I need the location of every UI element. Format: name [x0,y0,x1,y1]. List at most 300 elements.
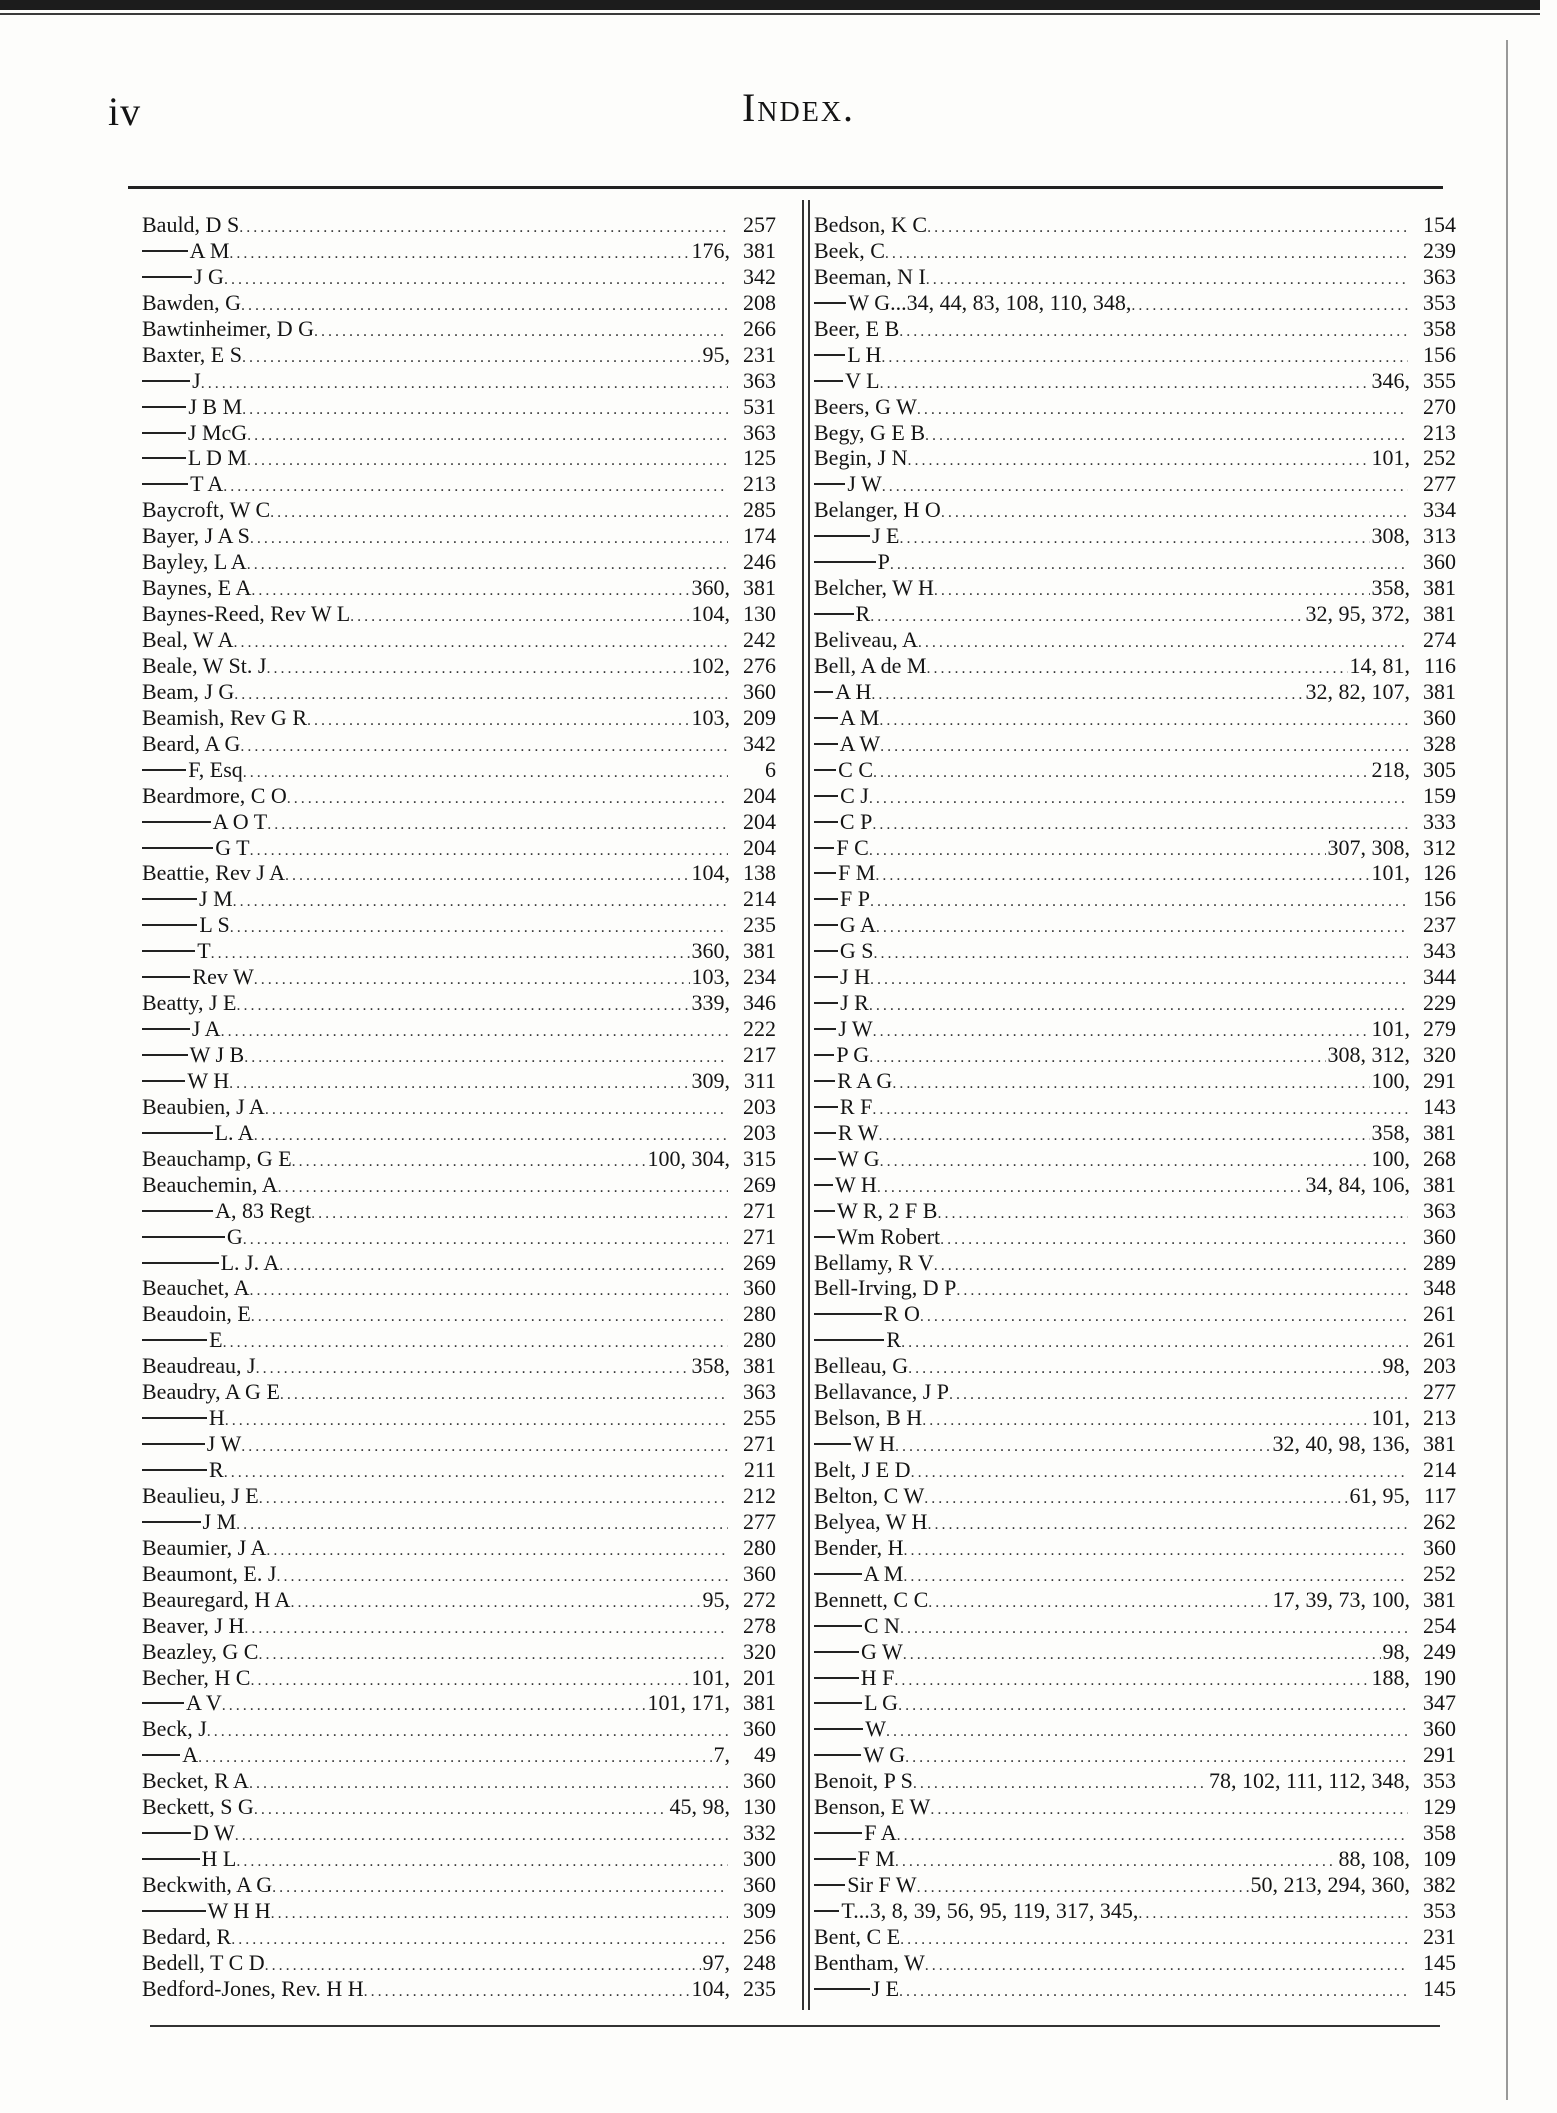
index-entry [142,1198,776,1224]
dot-leader [871,682,1303,705]
entry-name: Beam, J G [142,678,235,704]
entry-refs: 101, [1371,1405,1410,1431]
index-entry [142,523,776,549]
entry-name: Bauld, D S [142,212,240,237]
index-entry [142,1042,776,1068]
index-entry [142,938,776,964]
index-entry [142,990,776,1016]
entry-page: 213 [1423,1405,1456,1431]
entry-name: E [209,1327,223,1353]
dot-leader [869,1045,1325,1068]
index-entry [814,964,1456,990]
index-entry [814,471,1456,497]
entry-refs: 102, [691,652,730,678]
index-entry [814,705,1456,731]
continuation-dash [814,613,854,615]
entry-refs: 176, [691,237,730,263]
dot-leader [221,1019,728,1042]
index-entry [814,601,1456,627]
entry-name: Bell, A de M [814,652,927,678]
entry-page: 332 [743,1820,776,1846]
entry-name: Bentham, W [814,1949,925,1975]
entry-page: 213 [1423,419,1456,445]
dot-leader [364,1979,690,2002]
entry-refs: 95, [702,1586,730,1612]
index-entry [814,835,1456,861]
entry-name: W G...34, 44, 83, 108, 110, 348, [848,289,1132,315]
entry-page: 138 [743,860,776,886]
entry-name: A M [863,1560,904,1586]
entry-name: Wm Robert [836,1223,941,1249]
continuation-dash [814,1677,859,1679]
entry-page: 360 [743,1716,776,1742]
entry-page: 358 [1423,1820,1456,1846]
entry-name: Beatty, J E [142,990,237,1016]
continuation-dash [814,1028,836,1030]
entry-name: J E [871,523,900,549]
index-entry [814,938,1456,964]
index-entry [814,1742,1456,1768]
dot-leader [249,1771,728,1794]
entry-page: 268 [1423,1145,1456,1171]
index-entry [142,497,776,523]
index-entry [814,1275,1456,1301]
index-entry [142,601,776,627]
index-entry [814,809,1456,835]
entry-page: 363 [1423,1197,1456,1223]
index-entry [814,1950,1456,1976]
index-entry [142,1405,776,1431]
continuation-dash [814,743,838,745]
entry-name: Bedard, R [142,1923,232,1949]
entry-name: A W [839,730,881,756]
index-entry [142,1846,776,1872]
entry-page: 190 [1423,1664,1456,1690]
continuation-dash [814,1106,838,1108]
dot-leader [350,604,689,627]
index-entry [142,471,776,497]
dot-leader [908,1356,1380,1379]
entry-page: 203 [1423,1353,1456,1379]
entry-refs: 308, 312, [1327,1042,1410,1067]
continuation-dash [814,1988,870,1990]
continuation-dash [142,1832,191,1834]
entry-page: 360 [743,1275,776,1301]
entry-page: 360 [1423,704,1456,730]
entry-name: Beeman, N I [814,263,926,289]
top-border-rule-thin [0,13,1540,15]
continuation-dash [142,1028,190,1030]
entry-name: W [865,1716,886,1742]
index-entry [814,1820,1456,1846]
dot-leader [903,1642,1381,1665]
index-entry [142,238,776,264]
dot-leader [243,760,728,783]
entry-page: 204 [743,834,776,860]
entry-page: 381 [743,1353,776,1379]
entry-name: J M [199,886,233,912]
continuation-dash [142,1910,206,1912]
index-entry [814,1353,1456,1379]
entry-name: Beard, A G [142,730,241,756]
entry-page: 252 [1423,445,1456,471]
entry-page: 360 [743,1872,776,1897]
index-entry [814,1301,1456,1327]
dot-leader [267,812,728,835]
continuation-dash [142,457,186,459]
entry-page: 285 [743,497,776,523]
entry-name: J B M [188,393,243,419]
entry-page: 6 [765,756,776,782]
entry-name: Bawden, G [142,289,241,315]
entry-page: 109 [1423,1846,1456,1872]
entry-page: 208 [743,289,776,315]
entry-page: 237 [1423,912,1456,938]
entry-name: J McG [187,419,248,445]
index-entry [814,1535,1456,1561]
index-entry [814,445,1456,471]
entry-page: 272 [743,1586,776,1612]
entry-name: Beal, W A [142,627,234,652]
index-entry [814,420,1456,446]
index-entry [814,212,1456,238]
entry-page: 381 [1423,1119,1456,1145]
entry-page: 353 [1423,1768,1456,1794]
continuation-dash [814,535,870,537]
entry-page: 353 [1423,1897,1456,1923]
dot-leader [290,1590,700,1613]
index-entry [142,1716,776,1742]
index-entry [142,1794,776,1820]
index-entry [142,1068,776,1094]
column-separator [808,200,810,2010]
entry-name: Beazley, G C [142,1638,259,1664]
continuation-dash [814,1651,859,1653]
entry-name: Beaulieu, J E [142,1482,259,1508]
dot-leader [314,319,728,342]
dot-leader [873,760,1369,783]
entry-name: L H [847,341,882,367]
index-entry [814,627,1456,653]
dot-leader [894,1668,1369,1691]
index-entry [142,1172,776,1198]
entry-name: Belyea, W H [814,1508,928,1534]
entry-page: 289 [1423,1249,1456,1275]
index-entry [142,1690,776,1716]
index-entry [814,886,1456,912]
dot-leader [287,786,728,809]
dot-leader [924,1486,1347,1509]
entry-refs: 339, [691,990,730,1016]
entry-page: 353 [1423,289,1456,315]
entry-page: 344 [1423,964,1456,990]
entry-refs: 98, [1382,1353,1410,1379]
entry-name: Beaumont, E. J [142,1560,277,1586]
entry-refs: 188, [1371,1664,1410,1690]
entry-name: Bennett, C C [814,1586,929,1612]
index-entry [142,835,776,861]
index-entry [814,1976,1456,2002]
dot-leader [222,1693,646,1716]
continuation-dash [814,1054,834,1056]
entry-page: 174 [743,523,776,549]
continuation-dash [142,1469,207,1471]
entry-page: 204 [743,782,776,808]
continuation-dash [814,1339,884,1341]
dot-leader [925,423,1408,446]
entry-page: 381 [743,575,776,601]
continuation-dash [814,1184,833,1186]
entry-name: V L [845,367,880,393]
dot-leader [920,1304,1408,1327]
dot-leader [224,267,728,290]
entry-page: 320 [743,1638,776,1664]
entry-page: 382 [1423,1872,1456,1897]
entry-page: 381 [1423,1431,1456,1457]
entry-page: 154 [1423,212,1456,237]
entry-name: W J B [189,1042,245,1067]
entry-page: 271 [743,1223,776,1249]
entry-page: 49 [754,1742,776,1768]
entry-name: W H [835,1171,877,1197]
continuation-dash [814,1754,861,1756]
entry-refs: 78, 102, 111, 112, 348, [1208,1768,1410,1794]
index-entry [814,575,1456,601]
continuation-dash [814,1158,836,1160]
entry-name: Belleau, G [814,1353,909,1379]
dot-leader [934,578,1370,601]
continuation-dash [142,847,213,849]
entry-page: 381 [1423,575,1456,601]
entry-page: 254 [1423,1612,1456,1638]
dot-leader [242,397,728,420]
dot-leader [956,1278,1408,1301]
entry-name: J E [871,1975,900,2001]
entry-name: Bent, C E [814,1923,901,1949]
entry-refs: 308, [1371,523,1410,549]
entry-page: 346 [743,990,776,1016]
dot-leader [1138,1901,1408,1924]
entry-name: C J [840,782,869,808]
entry-page: 145 [1423,1975,1456,2001]
continuation-dash [142,1080,185,1082]
continuation-dash [814,1625,862,1627]
dot-leader [198,1745,711,1768]
continuation-dash [142,1210,213,1212]
entry-page: 381 [743,1690,776,1716]
entry-page: 348 [1423,1275,1456,1301]
entry-page: 261 [1423,1327,1456,1353]
entry-page: 145 [1423,1949,1456,1975]
index-entry [142,1639,776,1665]
entry-name: R O [883,1301,920,1327]
entry-page: 363 [1423,263,1456,289]
index-entry [142,1094,776,1120]
dot-leader [285,863,690,886]
entry-name: G T [215,834,250,860]
index-entry [814,679,1456,705]
entry-refs: 61, 95, [1349,1482,1410,1508]
entry-page: 342 [743,730,776,756]
index-entry [142,1224,776,1250]
dot-leader [882,474,1408,497]
index-entry [814,860,1456,886]
entry-page: 277 [1423,471,1456,497]
entry-page: 252 [1423,1560,1456,1586]
entry-page: 381 [743,237,776,263]
entry-name: G S [839,938,874,964]
dot-leader [225,1408,728,1431]
index-entry [814,757,1456,783]
continuation-dash [814,1080,835,1082]
index-entry [142,783,776,809]
entry-name: Sir F W [847,1872,917,1897]
entry-name: Beauchet, A [142,1275,250,1301]
dot-leader [233,889,728,912]
dot-leader [229,241,689,264]
index-entry [142,1146,776,1172]
continuation-dash [142,1754,180,1756]
entry-page: 117 [1423,1482,1456,1508]
index-entry [142,1327,776,1353]
dot-leader [1131,293,1408,316]
dot-leader [878,1123,1369,1146]
entry-page: 363 [743,419,776,445]
entry-page: 262 [1423,1508,1456,1534]
entry-page: 204 [743,808,776,834]
entry-page: 311 [743,1067,776,1093]
dot-leader [250,1668,689,1691]
entry-refs: 101, 171, [647,1690,730,1716]
entry-name: A O T [212,808,268,834]
dot-leader [211,941,690,964]
dot-leader [913,1771,1207,1794]
entry-refs: 100, 304, [647,1145,730,1171]
entry-name: R [209,1457,224,1482]
entry-name: Rev W [192,964,254,990]
continuation-dash [142,1521,201,1523]
continuation-dash [814,380,843,382]
dot-leader [908,448,1370,471]
entry-page: 248 [743,1949,776,1975]
dot-leader [926,656,1347,679]
index-entry [142,1613,776,1639]
continuation-dash [814,1728,863,1730]
index-entry [814,264,1456,290]
entry-name: W G [837,1145,880,1171]
continuation-dash [814,1858,856,1860]
index-entry [142,290,776,316]
entry-name: J R [840,990,869,1016]
dot-leader [880,734,1408,757]
index-entry [142,1301,776,1327]
entry-page: 116 [1423,652,1456,678]
continuation-dash [814,1236,835,1238]
entry-name: C C [838,756,874,782]
entry-page: 305 [1423,756,1456,782]
dot-leader [251,578,689,601]
index-entry [814,990,1456,1016]
index-entry [814,1379,1456,1405]
entry-page: 363 [743,1379,776,1405]
index-entry [142,653,776,679]
continuation-dash [814,821,838,823]
continuation-dash [142,1443,205,1445]
dot-leader [254,967,690,990]
dot-leader [879,708,1408,731]
entry-refs: 98, [1382,1638,1410,1664]
entry-name: Becket, R A [142,1768,249,1794]
entry-page: 381 [1423,601,1456,627]
index-entry [814,1327,1456,1353]
entry-name: Beaudreau, J [142,1353,256,1379]
dot-leader [885,241,1408,264]
dot-leader [247,423,728,446]
index-entry [142,1509,776,1535]
continuation-dash [814,1132,836,1134]
entry-name: F M [838,860,876,886]
dot-leader [872,812,1408,835]
entry-name: P G [836,1042,870,1067]
entry-name: Bayer, J A S [142,523,250,549]
dot-leader [949,1382,1408,1405]
entry-page: 257 [743,212,776,237]
top-border-rule [0,0,1540,10]
dot-leader [234,682,728,705]
index-entry [142,912,776,938]
entry-page: 280 [743,1534,776,1560]
index-entry [142,731,776,757]
dot-leader [256,1356,690,1379]
entry-refs: 97, [702,1949,730,1975]
index-entry [142,575,776,601]
entry-page: 269 [743,1249,776,1275]
index-entry [142,549,776,575]
dot-leader [873,941,1408,964]
entry-page: 231 [743,341,776,367]
entry-page: 271 [743,1431,776,1457]
entry-page: 300 [743,1846,776,1872]
continuation-dash [814,769,836,771]
entry-name: Baynes-Reed, Rev W L [142,601,351,627]
entry-name: C P [839,808,873,834]
entry-refs: 358, [1371,1119,1410,1145]
dot-leader [231,1927,728,1950]
entry-refs: 309, [691,1067,730,1093]
index-entry [142,342,776,368]
entry-name: F C [836,834,869,860]
entry-name: Bayley, L A [142,549,247,575]
entry-page: 360 [1423,1223,1456,1249]
entry-page: 360 [743,1768,776,1794]
dot-leader [254,1797,668,1820]
continuation-dash [814,302,846,304]
entry-name: Belanger, H O [814,497,941,523]
entry-refs: 7, [713,1742,730,1768]
dot-leader [278,1175,728,1198]
dot-leader [235,1823,728,1846]
entry-page: 203 [743,1093,776,1119]
entry-name: R F [839,1093,873,1119]
entry-name: J W [838,1016,873,1042]
continuation-dash [142,1417,207,1419]
entry-name: Beauchemin, A [142,1171,278,1197]
entry-page: 278 [743,1612,776,1638]
entry-name: F P [840,886,870,912]
dot-leader [272,1875,728,1898]
dot-leader [240,734,728,757]
entry-refs: 50, 213, 294, 360, [1250,1872,1410,1897]
